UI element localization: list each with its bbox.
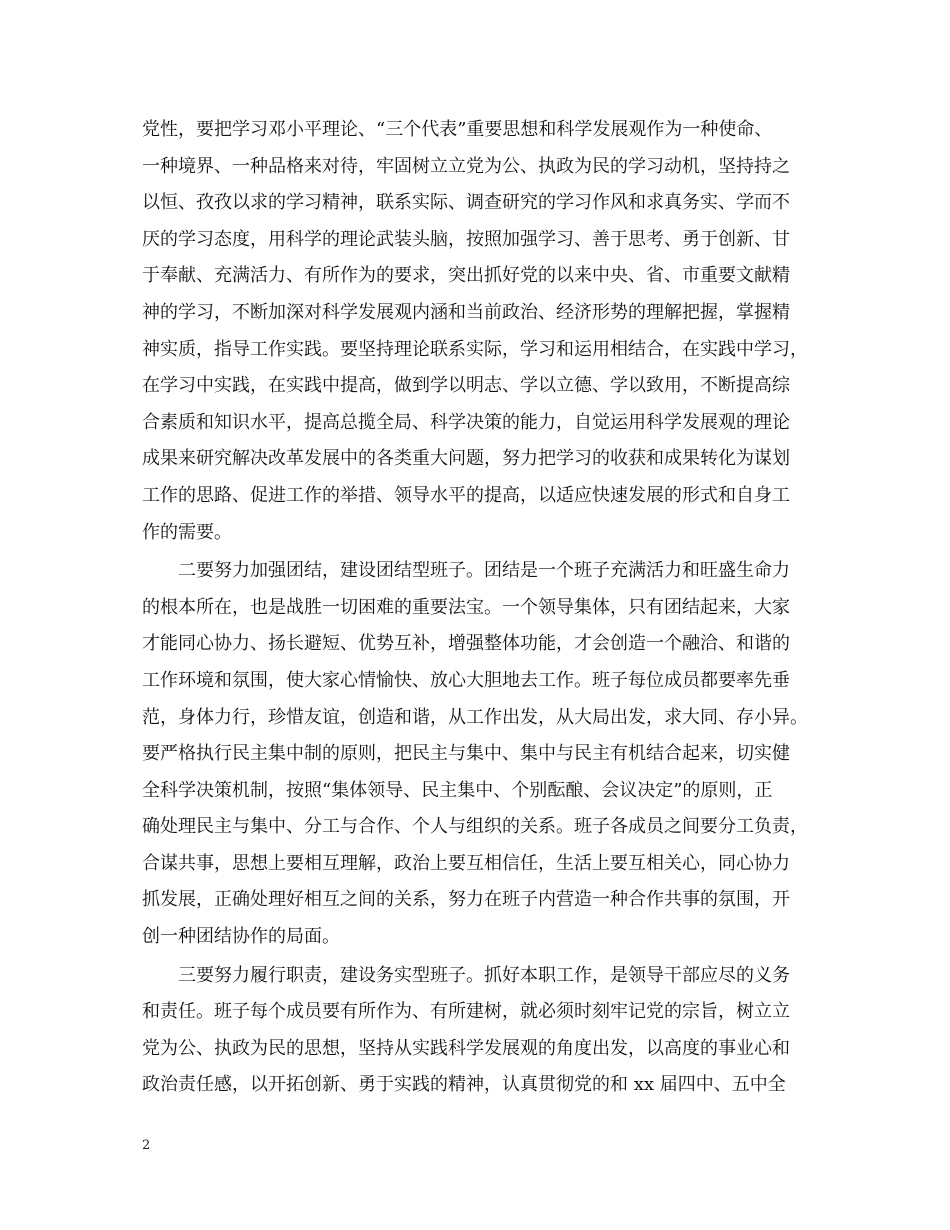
text-line: 神的学习，不断加深对科学发展观内涵和当前政治、经济形势的理解把握，掌握精	[142, 301, 790, 323]
text-line: 党为公、执政为民的思想，坚持从实践科学发展观的角度出发，以高度的事业心和	[142, 1037, 790, 1059]
text-line: 神实质，指导工作实践。要坚持理论联系实际，学习和运用相结合，在实践中学习，	[142, 338, 808, 360]
paragraph	[142, 553, 822, 956]
document-body	[142, 112, 822, 1104]
text-line: 成果来研究解决改革发展中的各类重大问题，努力把学习的收获和成果转化为谋划	[142, 448, 790, 470]
text-line: 三要努力履行职责，建设务实型班子。抓好本职工作，是领导干部应尽的义务	[178, 964, 790, 986]
text-line: 合谋共事，思想上要相互理解，政治上要互相信任，生活上要互相关心，同心协力	[142, 852, 790, 874]
text-line: 在学习中实践，在实践中提高，做到学以明志、学以立德、学以致用，不断提高综	[142, 375, 790, 397]
text-line: 党性，要把学习邓小平理论、“三个代表”重要思想和科学发展观作为一种使命、	[142, 119, 773, 140]
text-line: 二要努力加强团结，建设团结型班子。团结是一个班子充满活力和旺盛生命力	[178, 560, 790, 582]
text-line: 确处理民主与集中、分工与合作、个人与组织的关系。班子各成员之间要分工负责，	[142, 816, 808, 838]
text-line: 厌的学习态度，用科学的理论武装头脑，按照加强学习、善于思考、勇于创新、甘	[142, 228, 790, 250]
text-line: 范，身体力行，珍惜友谊，创造和谐，从工作出发，从大局出发，求大同、存小异。	[142, 706, 808, 728]
paragraph	[142, 958, 822, 1104]
text-line: 工作环境和氛围，使大家心情愉快、放心大胆地去工作。班子每位成员都要率先垂	[142, 669, 790, 691]
text-line: 作的需要。	[142, 521, 232, 543]
text-line: 工作的思路、促进工作的举措、领导水平的提高，以适应快速发展的形式和自身工	[142, 484, 790, 506]
text-line: 要严格执行民主集中制的原则，把民主与集中、集中与民主有机结合起来，切实健	[142, 743, 790, 765]
text-line: 创一种团结协作的局面。	[142, 926, 340, 948]
text-line: 和责任。班子每个成员要有所作为、有所建树，就必须时刻牢记党的宗旨，树立立	[142, 1001, 790, 1023]
text-line: 一种境界、一种品格来对待，牢固树立立党为公、执政为民的学习动机，坚持持之	[142, 155, 790, 177]
text-line: 全科学决策机制，按照“集体领导、民主集中、个别酝酿、会议决定”的原则，正	[142, 779, 773, 801]
text-line: 政治责任感，以开拓创新、勇于实践的精神，认真贯彻党的和 xx 届四中、五中全	[142, 1074, 786, 1096]
text-line: 以恒、孜孜以求的学习精神，联系实际、调查研究的学习作风和求真务实、学而不	[142, 192, 790, 214]
text-line: 于奉献、充满活力、有所作为的要求，突出抓好党的以来中央、省、市重要文献精	[142, 265, 790, 287]
paragraph	[142, 112, 822, 551]
page-number: 2	[142, 1138, 151, 1153]
text-line: 才能同心协力、扬长避短、优势互补，增强整体功能，才会创造一个融洽、和谐的	[142, 633, 790, 655]
text-line: 的根本所在，也是战胜一切困难的重要法宝。一个领导集体，只有团结起来，大家	[142, 596, 790, 618]
text-line: 抓发展，正确处理好相互之间的关系，努力在班子内营造一种合作共事的氛围，开	[142, 889, 790, 911]
text-line: 合素质和知识水平，提高总揽全局、科学决策的能力，自觉运用科学发展观的理论	[142, 411, 790, 433]
